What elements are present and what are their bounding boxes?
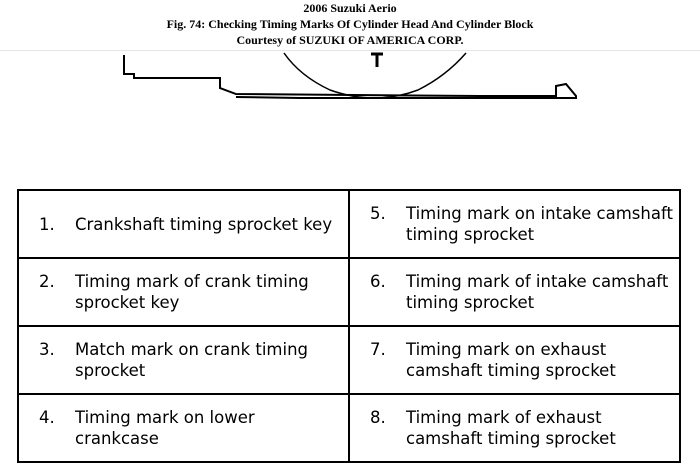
vehicle-title: 2006 Suzuki Aerio [303, 1, 397, 15]
legend-text: Timing mark of intake camshaft timing sprocket [406, 272, 669, 312]
legend-number: 4. [39, 408, 55, 427]
legend-cell [349, 190, 680, 258]
legend-text: Match mark on crank timing sprocket [75, 340, 309, 380]
legend-cell [18, 258, 349, 326]
legend-number: 8. [370, 408, 386, 427]
legend-table [17, 189, 681, 463]
legend-text: Timing mark on exhaust camshaft timing sprocket [406, 340, 616, 380]
legend-cell [18, 394, 349, 462]
engine-block-drawing [0, 50, 700, 120]
legend-number: 3. [39, 340, 55, 359]
legend-cell [349, 326, 680, 394]
legend-cell [349, 258, 680, 326]
legend-number: 7. [370, 340, 386, 359]
legend-text: Timing mark on lower crankcase [75, 408, 255, 448]
legend-text: Timing mark of crank timing sprocket key [75, 272, 309, 312]
table-row [18, 190, 680, 258]
legend-text: Timing mark on intake camshaft timing sprocket [406, 204, 673, 244]
figure-caption: Fig. 74: Checking Timing Marks Of Cylinder Head And Cylinder Block [166, 17, 534, 31]
table-row [18, 326, 680, 394]
legend-cell [18, 190, 349, 258]
legend-number: 5. [370, 204, 386, 223]
figure-header [0, 0, 700, 51]
table-row [18, 258, 680, 326]
legend-text: Crankshaft timing sprocket key [75, 214, 333, 234]
legend-cell [18, 326, 349, 394]
courtesy-line: Courtesy of SUZUKI OF AMERICA CORP. [236, 33, 464, 47]
crankcase-outline [124, 55, 576, 98]
legend-text: Timing mark of exhaust camshaft timing sprocket [406, 408, 616, 448]
legend-number: 1. [39, 214, 55, 234]
sprocket-arc [284, 53, 466, 98]
legend-cell [349, 394, 680, 462]
legend-number: 2. [39, 272, 55, 291]
table-row [18, 394, 680, 462]
legend-number: 6. [370, 272, 386, 291]
